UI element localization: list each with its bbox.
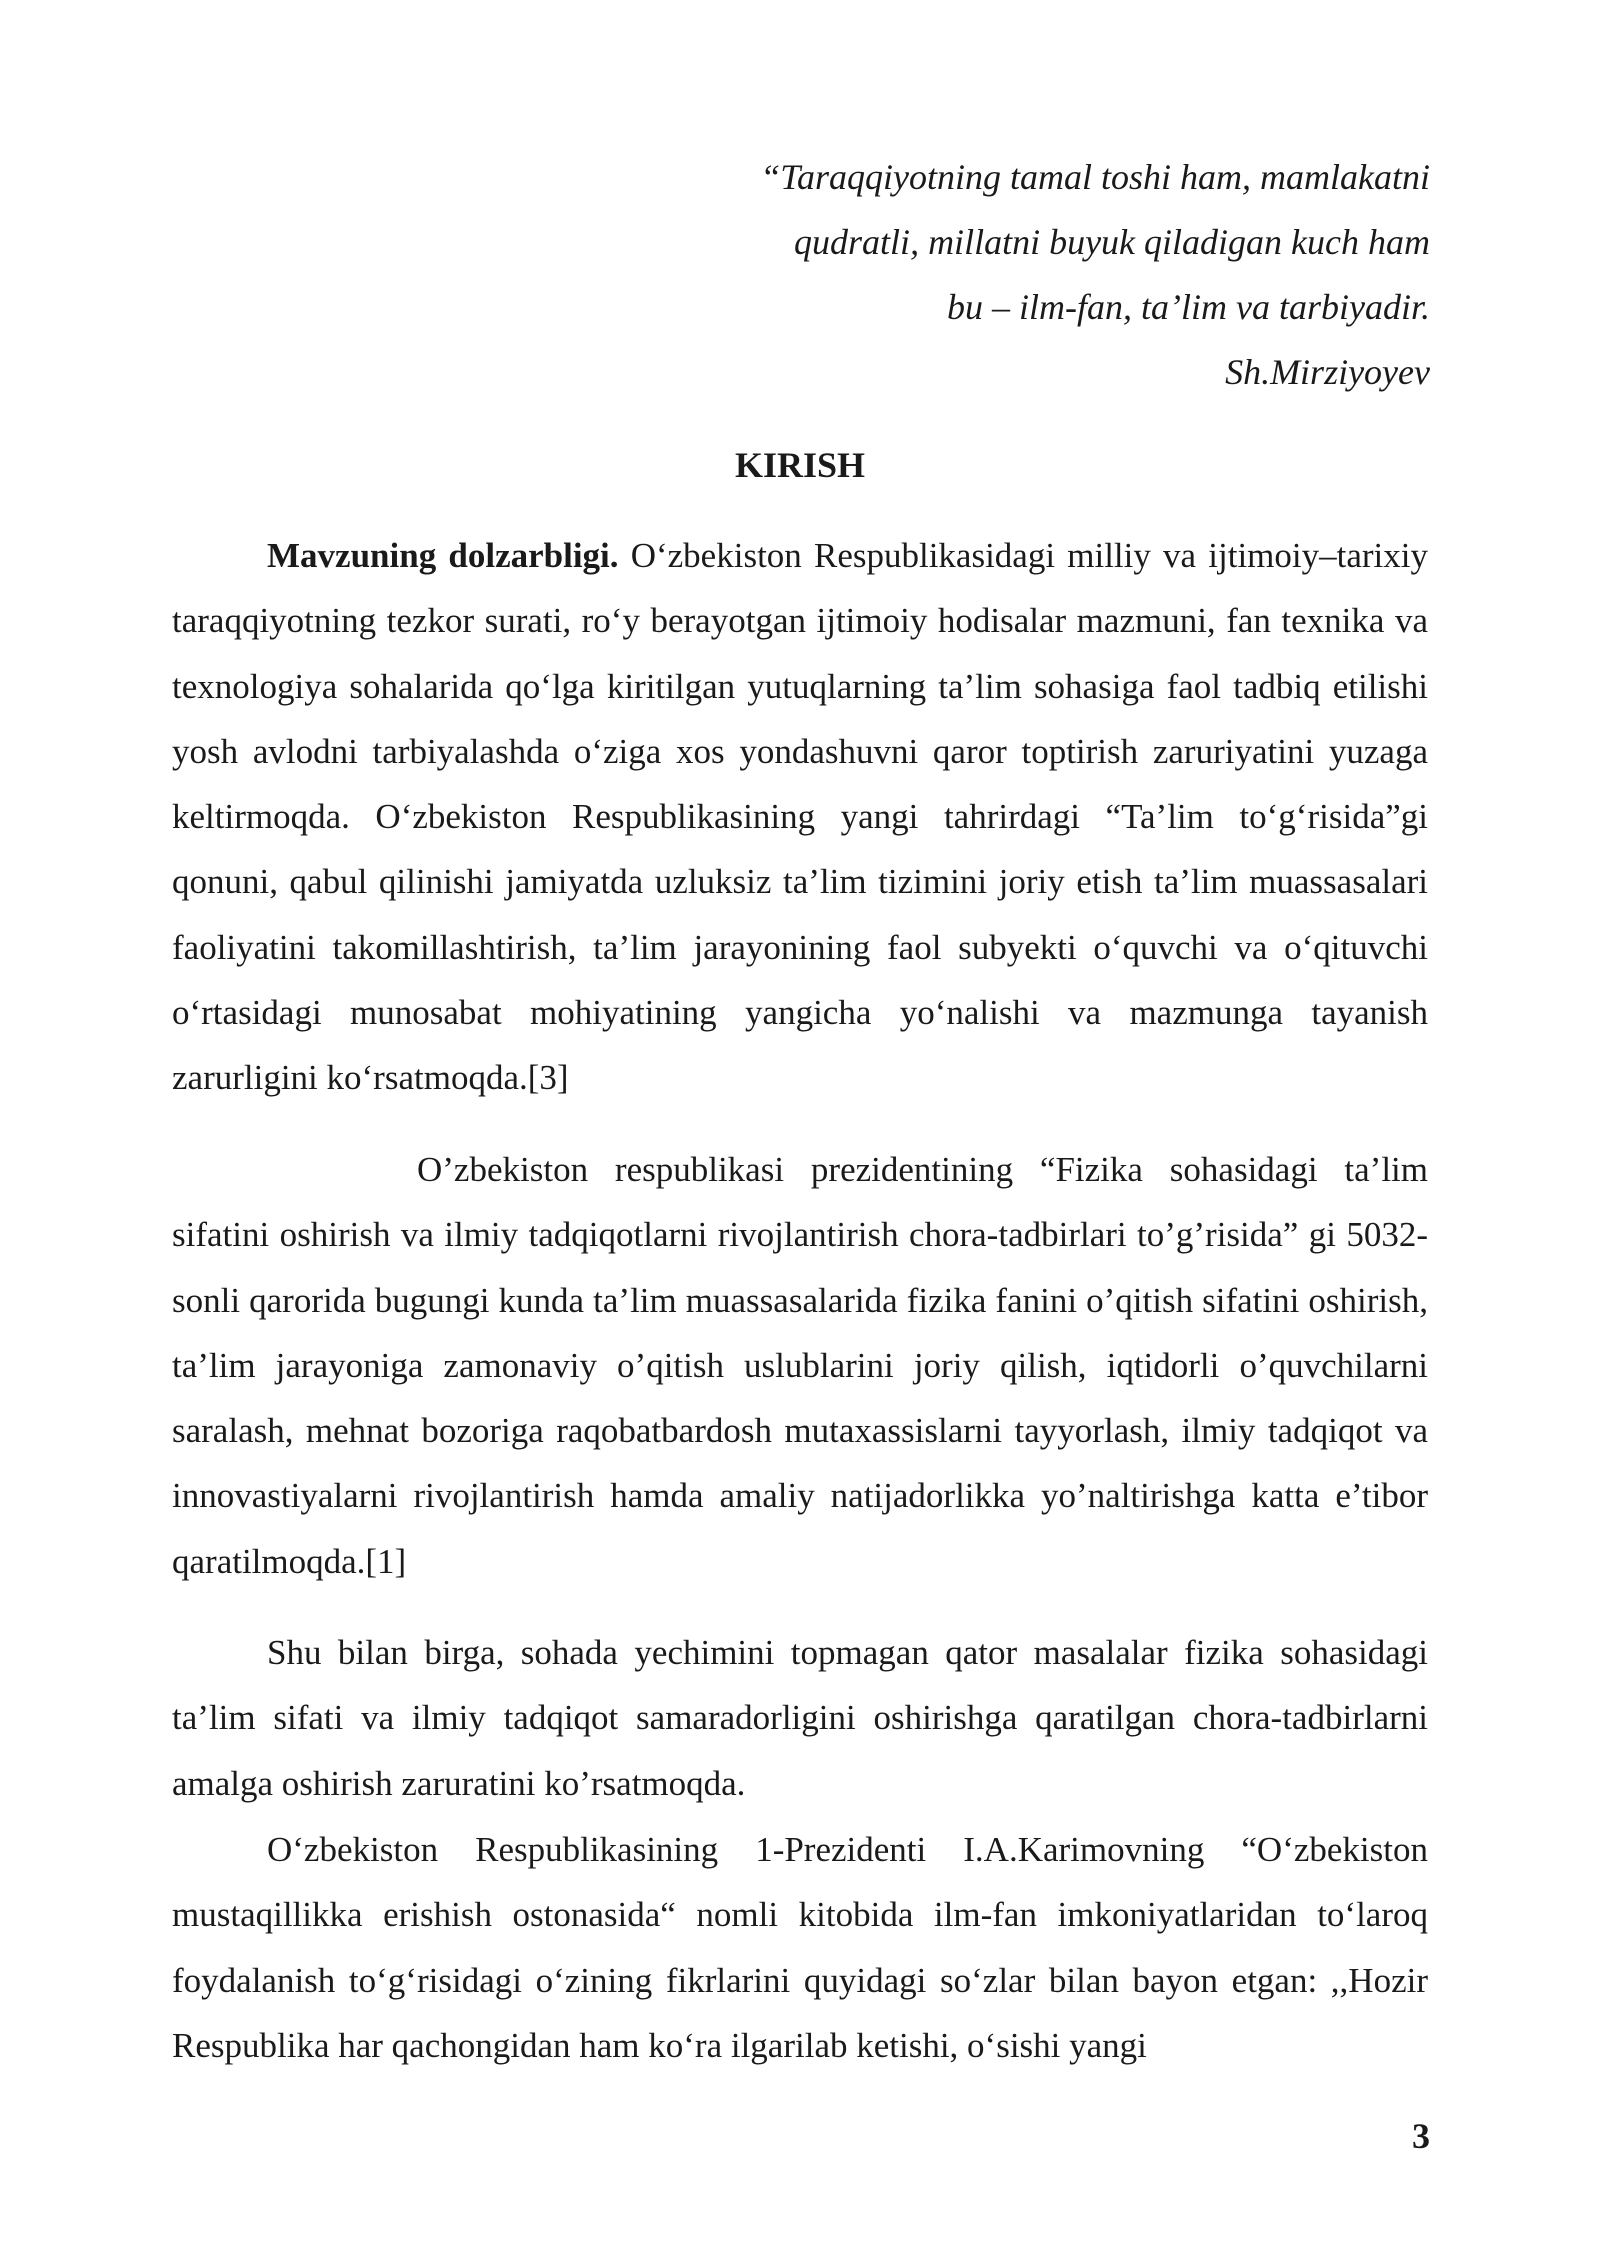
epigraph [670,145,1430,405]
paragraph-text: Shu bilan birga, sohada yechimini topmagan qator masalalar fizika sohasidagi ta’lim sifati va ilmiy tadqiqot samaradorligini oshirishga qaratilgan chora-tadbirlarni amalga oshirish zaruratini ko’rsatmoqda. [172,1633,1428,1803]
page-number: 3 [1412,2116,1430,2156]
epigraph-author: Sh.Mirziyoyev [1225,352,1430,392]
paragraph-lead: Mavzuning dolzarbligi. [267,536,619,575]
epigraph-line: qudratli, millatni buyuk qiladigan kuch ham [794,222,1430,262]
paragraph-text: O‘zbekiston Respublikasidagi milliy va ijtimoiy–tarixiy taraqqiyotning tezkor surati, ro‘y berayotgan ijtimoiy hodisalar mazmuni, fan texnika va texnologiya sohalarida qo‘lga kiritilgan yutuqlarning ta’lim sohasiga faol tadbiq etilishi yosh avlodni tarbiyalashda o‘ziga xos yondashuvni qaror toptirish zaruriyatini yuzaga keltirmoqda. O‘zbekiston Respublikasining yangi tahrirdagi “Ta’lim to‘g‘risida”gi qonuni, qabul qilinishi jamiyatda uzluksiz ta’lim tizimini joriy etish ta’lim muassasalari faoliyatini takomillashtirish, ta’lim jarayonining faol subyekti o‘quvchi va o‘qituvchi o‘rtasidagi munosabat mohiyatining yangicha yo‘nalishi va mazmunga tayanish zarurligini ko‘rsatmoqda.[3] [172,536,1428,1098]
section-heading: KIRISH [734,445,866,485]
paragraph-relevance [172,523,1428,1111]
paragraph-issues [172,1620,1428,1816]
epigraph-line: bu – ilm-fan, ta’lim va tarbiyadir. [947,287,1430,327]
epigraph-line: “Taraqqiyotning tamal toshi ham, mamlakatni [760,157,1430,197]
paragraph-decree [172,1137,1428,1594]
paragraph-text: O’zbekiston respublikasi prezidentining “Fizika sohasidagi ta’lim sifatini oshirish va ilmiy tadqiqotlarni rivojlantirish chora-tadbirlari to’g’risida” gi 5032-sonli qarorida bugungi kunda ta’lim muassasalarida fizika fanini o’qitish sifatini oshirish, ta’lim jarayoniga zamonaviy o’qitish uslublarini joriy qilish, iqtidorli o’quvchilarni saralash, mehnat bozoriga raqobatbardosh mutaxassislarni tayyorlash, ilmiy tadqiqot va innovastiyalarni rivojlantirish hamda amaliy natijadorlikka yo’naltirishga katta e’tibor qaratilmoqda.[1] [172,1150,1428,1581]
paragraph-text: O‘zbekiston Respublikasining 1-Prezidenti I.A.Karimovning “O‘zbekiston mustaqillikka erishish ostonasida“ nomli kitobida ilm-fan imkoniyatlaridan to‘laroq foydalanish to‘g‘risidagi o‘zining fikrlarini quyidagi so‘zlar bilan bayon etgan: ,,Hozir Respublika har qachongidan ham ko‘ra ilgarilab ketishi, o‘sishi yangi [172,1830,1428,2065]
paragraph-karimov [172,1817,1428,2078]
